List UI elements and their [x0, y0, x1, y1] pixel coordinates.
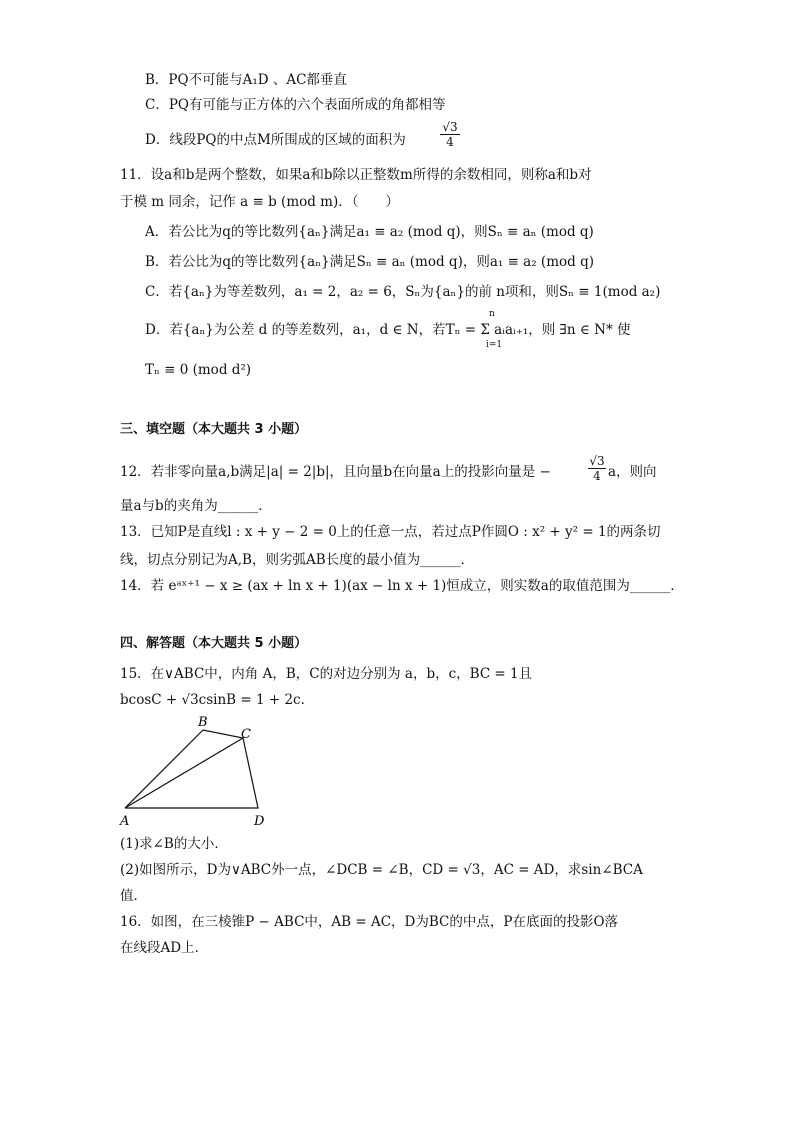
q14-line: 14．若 eᵃˣ⁺¹ − x ≥ (ax + ln x + 1)(ax − ln x + 1)恒成立，则实数a的取值范围为______． [120, 578, 684, 594]
q12-line1-b: a，则向 [608, 464, 657, 480]
q10-option-c: C．PQ有可能与正方体的六个表面所成的角都相等 [145, 97, 446, 113]
q15-part2-line2: 值． [120, 888, 147, 904]
q11-option-d-line2: Tₙ ≡ 0 (mod d²) [145, 362, 252, 378]
q15-line2: bcosC + √3csinB = 1 + 2c． [120, 692, 315, 708]
q11d-sum-upper: n [489, 309, 495, 319]
q10d-numerator: √3 [442, 120, 458, 134]
quadrilateral-figure [110, 710, 280, 830]
label-a: A [120, 814, 130, 829]
q11-option-d: D．若{aₙ}为公差 d 的等差数列，a₁，d ∈ N，若Tₙ = Σ aᵢaᵢ₊₁，则 ∃n ∈ N* 使 [145, 322, 631, 338]
q12-numerator: √3 [589, 454, 605, 468]
label-d: D [254, 814, 265, 829]
q11d-sum-lower: i=1 [486, 340, 503, 350]
q16-line1: 16．如图，在三棱锥P − ABC中，AB = AC，D为BC的中点，P在底面的投影O落 [120, 914, 619, 930]
q10-option-b: B．PQ不可能与A₁D 、AC都垂直 [145, 72, 347, 88]
q15-part2-line1: (2)如图所示，D为∨ABC外一点，∠DCB = ∠B，CD = √3，AC = AD，求sin∠BCA [120, 862, 643, 878]
q12-denominator: 4 [588, 468, 606, 483]
label-c: C [241, 727, 251, 742]
section-4-heading: 四、解答题（本大题共 5 小题） [120, 636, 308, 651]
section-3-heading: 三、填空题（本大题共 3 小题） [120, 422, 308, 437]
q13-line2: 线，切点分别记为A,B，则劣弧AB长度的最小值为______． [120, 552, 475, 568]
q11-option-a: A．若公比为q的等比数列{aₙ}满足a₁ ≡ a₂ (mod q)，则Sₙ ≡ aₙ (mod q) [145, 224, 594, 240]
q10d-fraction [440, 120, 460, 149]
q15-part1: (1)求∠B的大小． [120, 836, 228, 852]
q11-stem-line2: 于模 m 同余，记作 a ≡ b (mod m)．（ ） [120, 194, 399, 210]
q11-option-c: C．若{aₙ}为等差数列，a₁ = 2，a₂ = 6，Sₙ为{aₙ}的前 n项和，则Sₙ ≡ 1(mod a₂) [145, 284, 661, 300]
q12-line2: 量a与b的夹角为______． [120, 498, 272, 514]
label-b: B [198, 715, 208, 730]
q15-line1: 15．在∨ABC中，内角 A，B，C的对边分别为 a，b，c，BC = 1且 [120, 666, 533, 682]
q12-fraction [588, 454, 606, 483]
q10-option-d: D．线段PQ的中点M所围成的区域的面积为 [145, 132, 406, 148]
q11-stem-line1: 11．设a和b是两个整数，如果a和b除以正整数m所得的余数相同，则称a和b对 [120, 167, 592, 183]
q16-line2: 在线段AD上． [120, 940, 209, 956]
q12-line1-a: 12．若非零向量a,b满足|a| = 2|b|，且向量b在向量a上的投影向量是 − [120, 464, 551, 480]
q10d-denominator: 4 [440, 134, 460, 149]
q13-line1: 13．已知P是直线l : x + y − 2 = 0上的任意一点，若过点P作圆O : x² + y² = 1的两条切 [120, 524, 661, 540]
q11-option-b: B．若公比为q的等比数列{aₙ}满足Sₙ ≡ aₙ (mod q)，则a₁ ≡ a₂ (mod q) [145, 254, 594, 270]
